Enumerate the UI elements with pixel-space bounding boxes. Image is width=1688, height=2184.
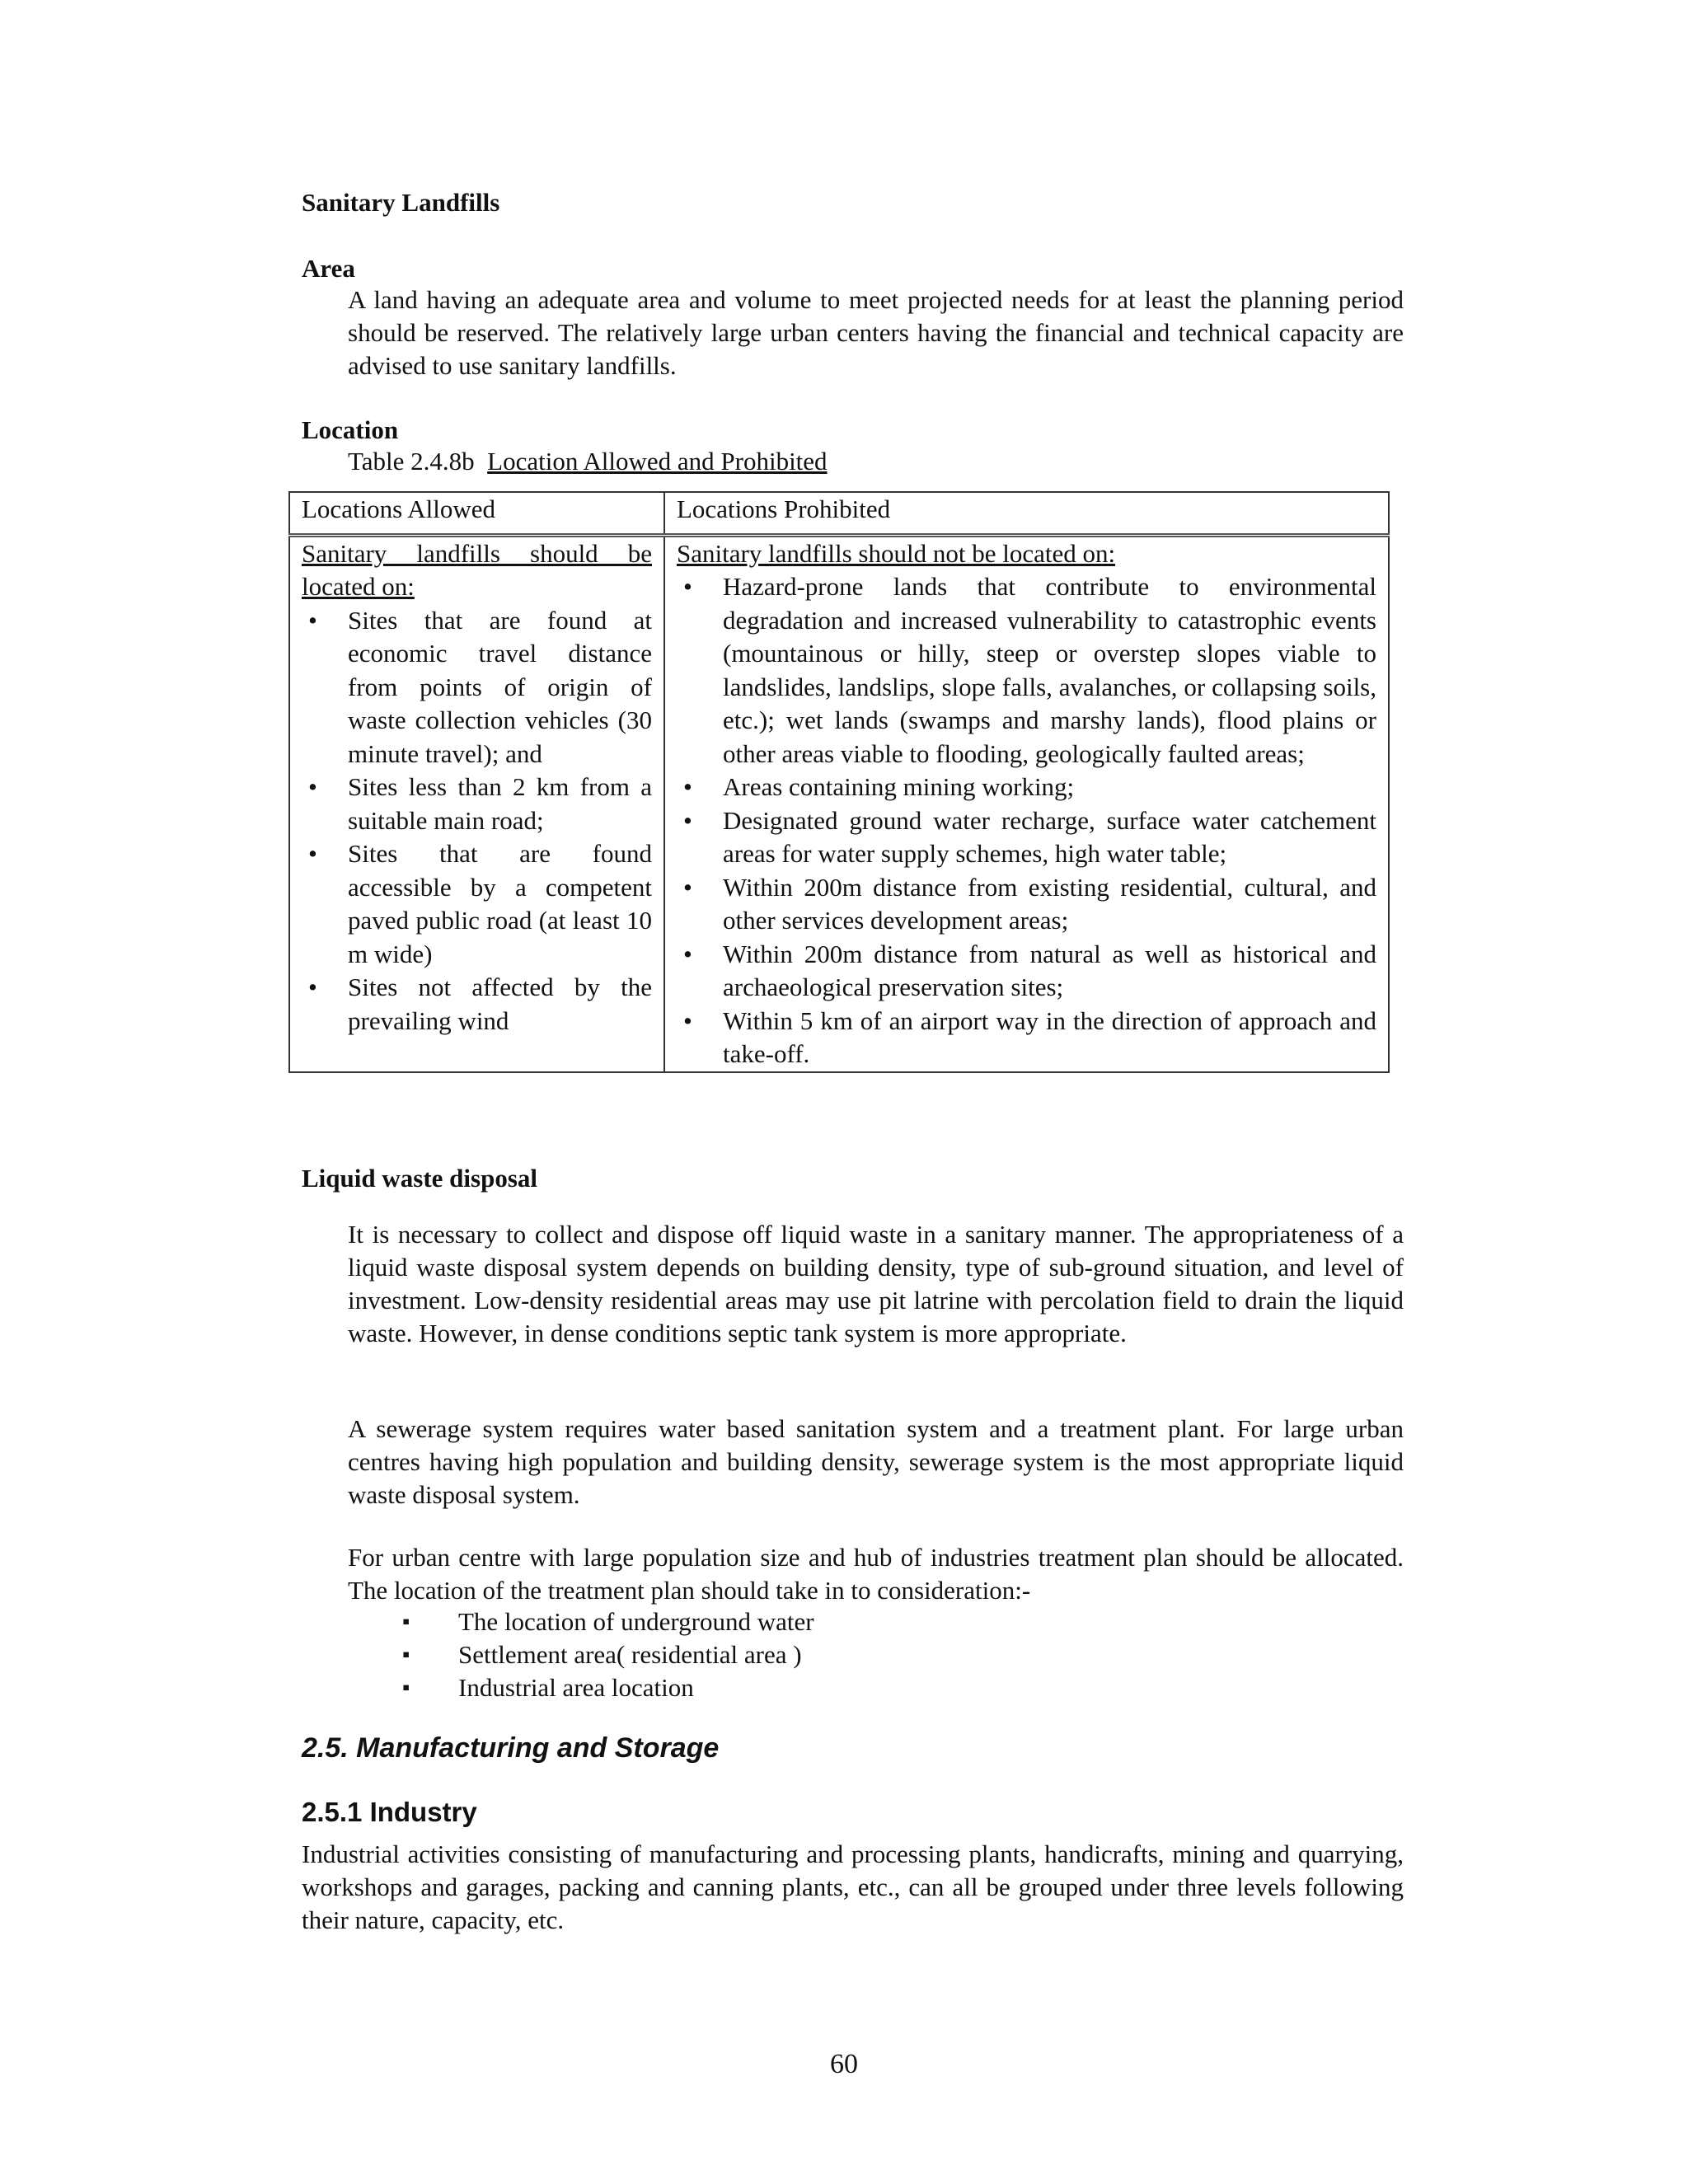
table-header-row <box>289 492 1389 535</box>
liquid-paragraph-3: For urban centre with large population size and hub of industries treatment plan should be allocated. The location of the treatment plan should take in to consideration:- <box>348 1543 1404 1605</box>
liquid-waste-heading: Liquid waste disposal <box>302 1164 537 1193</box>
consideration-list <box>348 1605 814 1704</box>
list-item: ▪ The location of underground water <box>348 1605 814 1638</box>
location-table <box>288 491 1390 1073</box>
column-header-allowed: Locations Allowed <box>289 492 664 535</box>
industry-paragraph: Industrial activities consisting of manufacturing and processing plants, handicrafts, mining and quarrying, workshops and garages, packing and canning plants, etc., can all be grouped under three levels following their nature, capacity, etc. <box>302 1840 1404 1934</box>
allowed-list <box>302 604 652 1038</box>
list-item: • Designated ground water recharge, surface water catchement areas for water supply schemes, high water table; <box>677 804 1376 871</box>
liquid-paragraph-1: It is necessary to collect and dispose off liquid waste in a sanitary manner. The appropriateness of a liquid waste disposal system depends on building density, type of sub-ground situation, and level of investment. Low-density residential areas may use pit latrine with percolation field to drain the liquid waste. However, in dense conditions septic tank system is more appropriate. <box>348 1220 1404 1347</box>
prohibited-intro: Sanitary landfills should not be located on: <box>677 538 1116 568</box>
subsection-heading: 2.5.1 Industry <box>302 1797 477 1827</box>
list-item: ▪ Settlement area( residential area ) <box>348 1638 814 1671</box>
list-item: • Hazard-prone lands that contribute to environmental degradation and increased vulnerability to catastrophic events (mountainous or hilly, steep or overstep slopes viable to landslides, landslips, slope falls, avalanches, or collapsing soils, etc.); wet lands (swamps and marshy lands), flood plains or other areas viable to flooding, geologically faulted areas; <box>677 570 1376 771</box>
list-item: • Within 200m distance from existing residential, cultural, and other services development areas; <box>677 871 1376 938</box>
list-item: ▪ Industrial area location <box>348 1671 814 1704</box>
location-heading: Location <box>302 415 399 444</box>
table-caption <box>348 445 828 478</box>
page-number: 60 <box>830 2049 858 2079</box>
page-title: Sanitary Landfills <box>302 188 500 217</box>
liquid-paragraph-2: A sewerage system requires water based sanitation system and a treatment plant. For large urban centres having high population and building density, sewerage system is the most appropriate liquid waste disposal system. <box>348 1414 1404 1509</box>
allowed-intro: Sanitary landfills should be located on: <box>302 538 652 601</box>
list-item: • Sites that are found accessible by a competent paved public road (at least 10 m wide) <box>302 837 652 971</box>
prohibited-list <box>677 570 1376 1071</box>
area-paragraph: A land having an adequate area and volume to meet projected needs for at least the planning period should be reserved. The relatively large urban centers having the financial and technical capacity are advised to use sanitary landfills. <box>348 285 1404 380</box>
list-item: • Sites not affected by the prevailing wind <box>302 971 652 1038</box>
allowed-cell <box>289 535 664 1072</box>
table-row <box>289 535 1389 1072</box>
list-item: • Sites that are found at economic travel distance from points of origin of waste collection vehicles (30 minute travel); and <box>302 604 652 771</box>
list-item: • Sites less than 2 km from a suitable main road; <box>302 771 652 837</box>
list-item: • Within 200m distance from natural as well as historical and archaeological preservation sites; <box>677 938 1376 1005</box>
prohibited-cell <box>664 535 1389 1072</box>
list-item: • Within 5 km of an airport way in the direction of approach and take-off. <box>677 1005 1376 1071</box>
column-header-prohibited: Locations Prohibited <box>664 492 1389 535</box>
area-heading: Area <box>302 254 355 283</box>
section-heading: 2.5. Manufacturing and Storage <box>302 1732 720 1764</box>
table-title: Location Allowed and Prohibited <box>487 447 828 476</box>
table-label: Table 2.4.8b <box>348 447 475 476</box>
list-item: • Areas containing mining working; <box>677 771 1376 804</box>
